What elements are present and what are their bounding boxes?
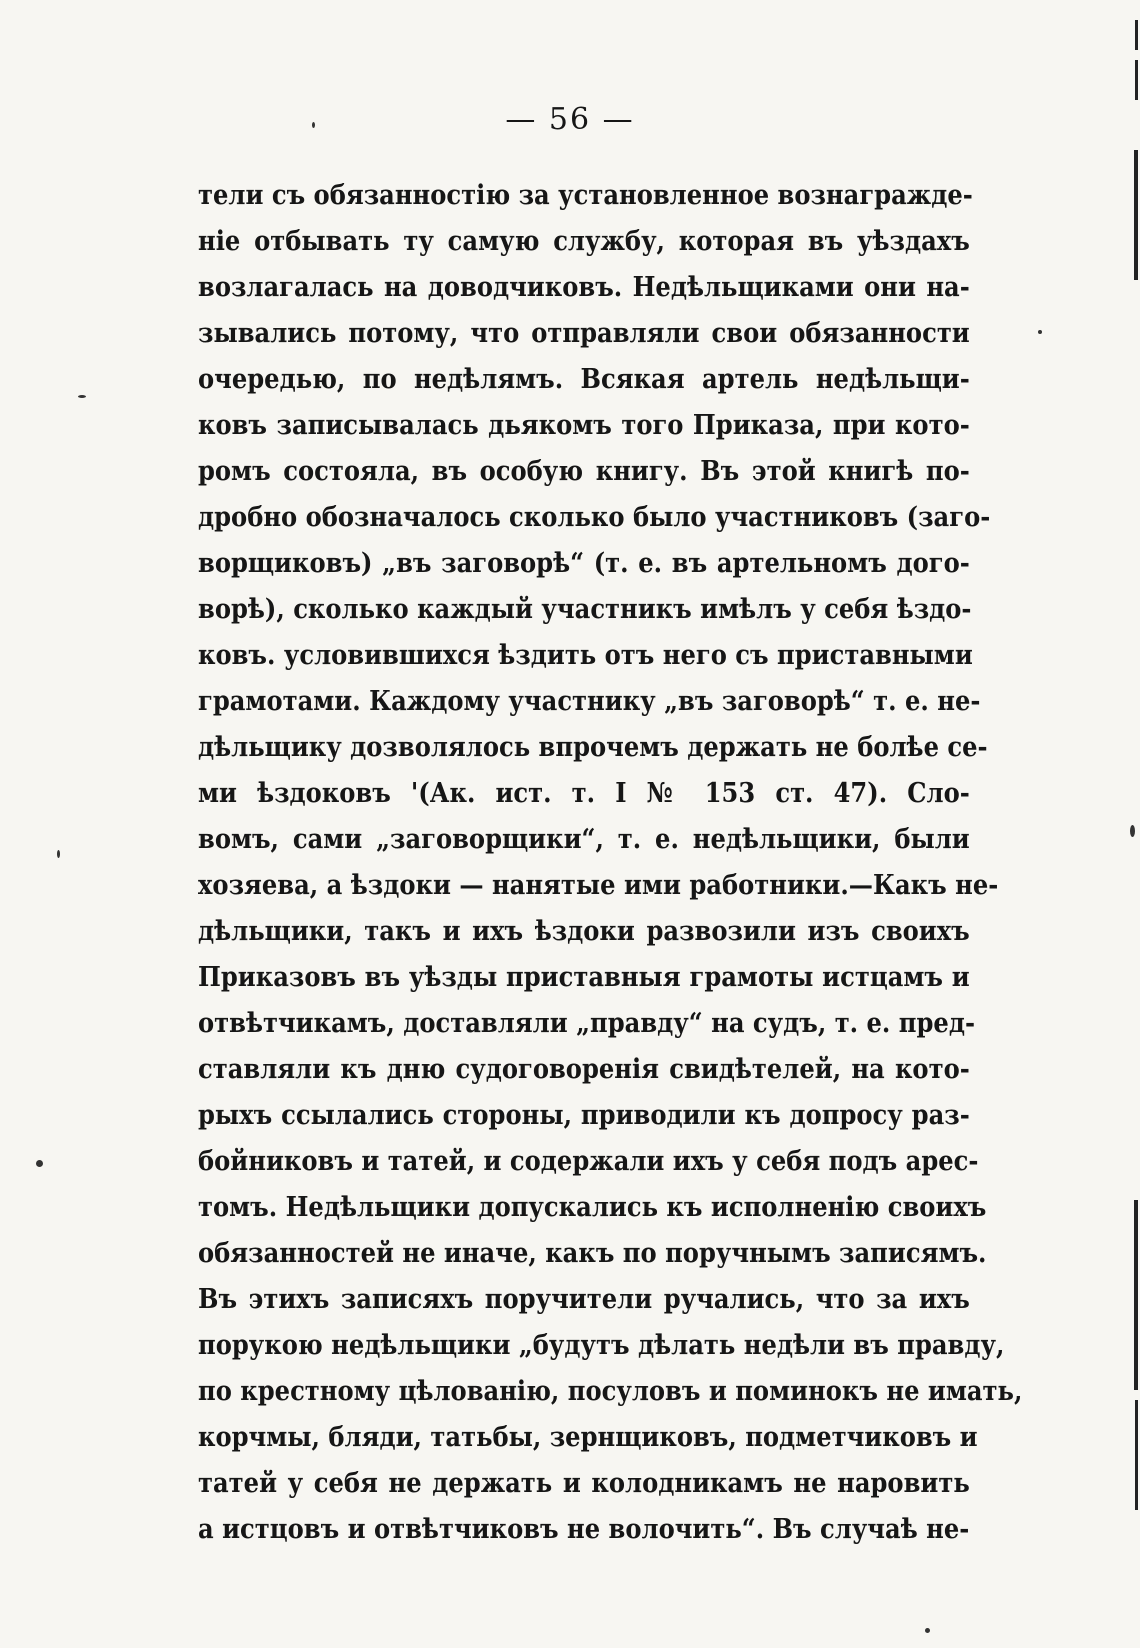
text-line: порукою недѣльщики „будутъ дѣлать недѣли въ правду, <box>198 1329 1005 1361</box>
scan-speck <box>925 1628 930 1633</box>
text-line: а истцовъ и отвѣтчиковъ не волочить“. Въ случаѣ не- <box>198 1513 970 1545</box>
text-line: ворѣ), сколько каждый участникъ имѣлъ у себя ѣздо- <box>198 593 972 625</box>
text-line: обязанностей не иначе, какъ по поручнымъ записямъ. <box>198 1237 987 1269</box>
text-line: рыхъ ссылались стороны, приводили къ допросу раз- <box>198 1099 970 1131</box>
text-line: по крестному цѣлованію, посуловъ и поминокъ не имать, <box>198 1375 1023 1407</box>
text-line: томъ. Недѣльщики допускались къ исполненію своихъ <box>198 1191 987 1223</box>
text-line: дѣльщику дозволялось впрочемъ держать не болѣе се- <box>198 731 988 763</box>
text-line: возлагалась на доводчиковъ. Недѣльщиками они на- <box>198 271 970 303</box>
text-line: вомъ, сами „заговорщики“, т. е. недѣльщики, были <box>198 823 970 855</box>
text-line: ковъ. условившихся ѣздить отъ него съ приставными <box>198 639 973 671</box>
body-text <box>198 172 1023 1552</box>
scan-speck <box>1038 330 1042 334</box>
text-line: татей у себя не держать и колодникамъ не наровить <box>198 1467 970 1499</box>
text-line: ковъ записывалась дьякомъ того Приказа, при кото- <box>198 409 970 441</box>
text-line: ніе отбывать ту самую службу, которая въ уѣздахъ <box>198 225 970 257</box>
text-line: бойниковъ и татей, и содержали ихъ у себя подъ арес- <box>198 1145 979 1177</box>
text-line: ставляли къ дню судоговоренія свидѣтелей, на кото- <box>198 1053 970 1085</box>
text-line: грамотами. Каждому участнику „въ заговорѣ“ т. е. не- <box>198 685 981 717</box>
text-line: тели съ обязанностію за установленное вознагражде- <box>198 179 973 211</box>
scan-speck <box>312 122 315 128</box>
text-line: зывались потому, что отправляли свои обязанности <box>198 317 970 349</box>
page-number: — 56 — <box>505 102 635 137</box>
scan-speck <box>1130 825 1135 837</box>
text-line: дробно обозначалось сколько было участниковъ (заго- <box>198 501 991 533</box>
scan-edge <box>1134 0 1140 1648</box>
text-line: ромъ состояла, въ особую книгу. Въ этой книгѣ по- <box>198 455 970 487</box>
scan-speck <box>78 395 86 398</box>
text-line: дѣльщики, такъ и ихъ ѣздоки развозили изъ своихъ <box>198 915 970 947</box>
text-line: Приказовъ въ уѣзды приставныя грамоты истцамъ и <box>198 961 970 993</box>
scan-speck <box>57 850 60 858</box>
text-line: Въ этихъ записяхъ поручители ручались, что за ихъ <box>198 1283 970 1315</box>
text-line: хозяева, а ѣздоки — нанятые ими работники.—Какъ не- <box>198 869 999 901</box>
text-line: очередью, по недѣлямъ. Всякая артель недѣльщи- <box>198 363 970 395</box>
scan-speck <box>36 1160 43 1167</box>
text-line: ворщиковъ) „въ заговорѣ“ (т. е. въ артельномъ дого- <box>198 547 970 579</box>
text-line: отвѣтчикамъ, доставляли „правду“ на судъ, т. е. пред- <box>198 1007 975 1039</box>
text-line: корчмы, бляди, татьбы, зернщиковъ, подметчиковъ и <box>198 1421 978 1453</box>
text-line: ми ѣздоковъ '(Ак. ист. т. I № 153 ст. 47). Сло- <box>198 777 970 809</box>
